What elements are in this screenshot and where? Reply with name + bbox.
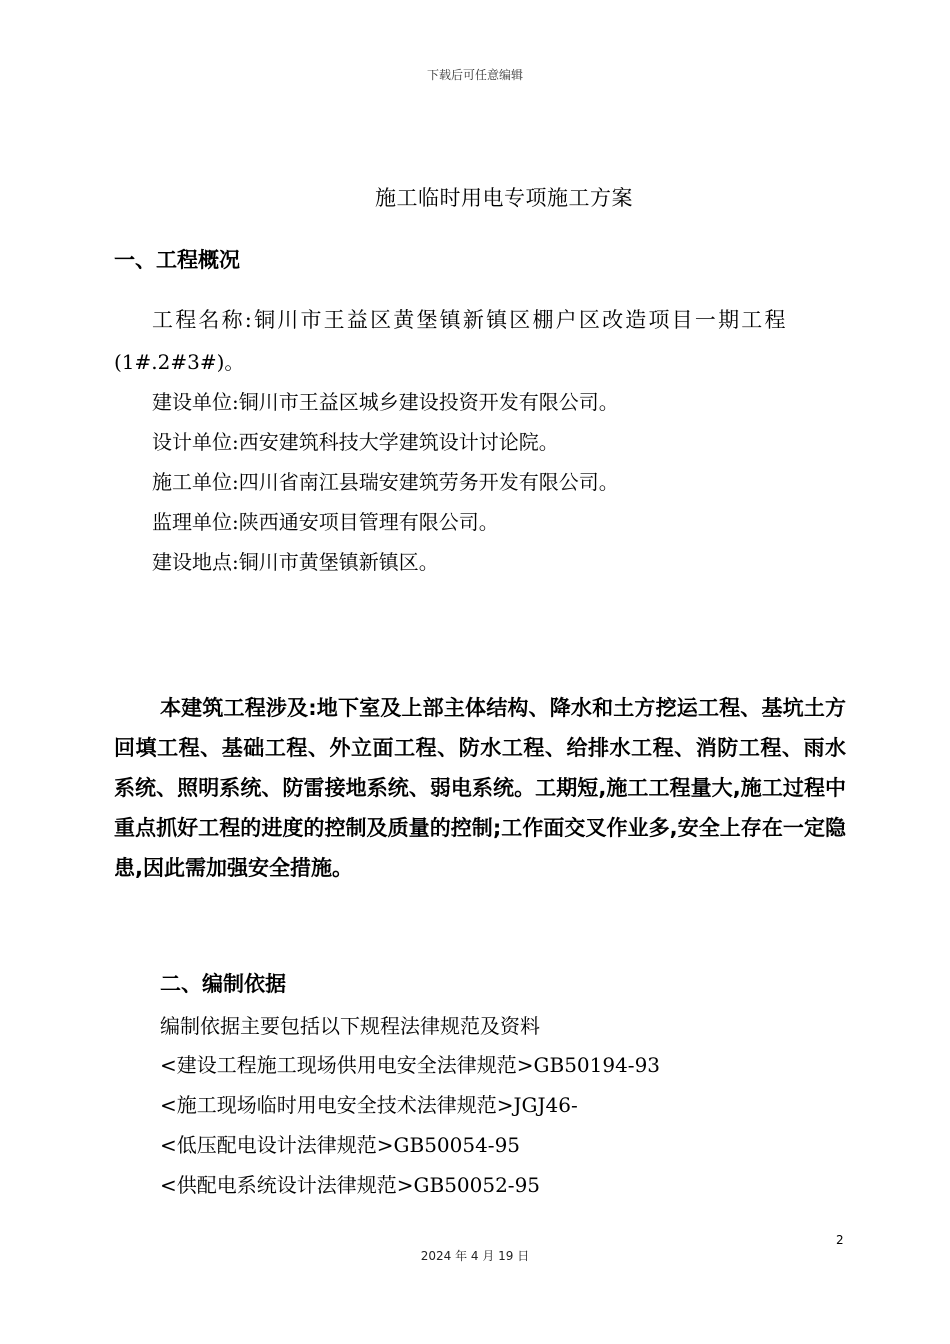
info-location: 建设地点:铜川市黄堡镇新镇区。 xyxy=(152,550,439,574)
info-supervisor: 监理单位:陕西通安项目管理有限公司。 xyxy=(152,510,499,534)
info-client: 建设单位:铜川市王益区城乡建设投资开发有限公司。 xyxy=(152,390,619,414)
page-number: 2 xyxy=(836,1233,844,1247)
reference-item: <建设工程施工现场供用电安全法律规范>GB50194-93 xyxy=(160,1053,661,1077)
section-heading-overview: 一、工程概况 xyxy=(114,248,240,272)
info-designer: 设计单位:西安建筑科技大学建筑设计讨论院。 xyxy=(152,430,559,454)
info-contractor: 施工单位:四川省南江县瑞安建筑劳务开发有限公司。 xyxy=(152,470,619,494)
reference-item: <施工现场临时用电安全技术法律规范>JGJ46- xyxy=(160,1093,578,1117)
footer-date: 2024 年 4 月 19 日 xyxy=(420,1249,530,1263)
project-name-continuation: (1#.2#3#)。 xyxy=(114,350,245,374)
reference-item: <低压配电设计法律规范>GB50054-95 xyxy=(160,1133,521,1157)
section-heading-basis: 二、编制依据 xyxy=(160,972,286,996)
document-title: 施工临时用电专项施工方案 xyxy=(375,186,633,210)
header-note: 下载后可任意编辑 xyxy=(426,68,523,82)
reference-item: <供配电系统设计法律规范>GB50052-95 xyxy=(160,1173,541,1197)
scope-paragraph: 本建筑工程涉及:地下室及上部主体结构、降水和土方挖运工程、基坑土方回填工程、基础工程、外立面工程、防水工程、给排水工程、消防工程、雨水系统、照明系统、防雷接地系统、弱电系统。工期短,施工工程量大,施工过程中重点抓好工程的进度的控制及质量的控制;工作面交叉作业多,安全上存在一定隐患,因此需加强安全措施。 xyxy=(114,696,846,880)
basis-intro: 编制依据主要包括以下规程法律规范及资料 xyxy=(160,1014,540,1038)
project-name-line: 工程名称:铜川市王益区黄堡镇新镇区棚户区改造项目一期工程 xyxy=(152,308,788,332)
